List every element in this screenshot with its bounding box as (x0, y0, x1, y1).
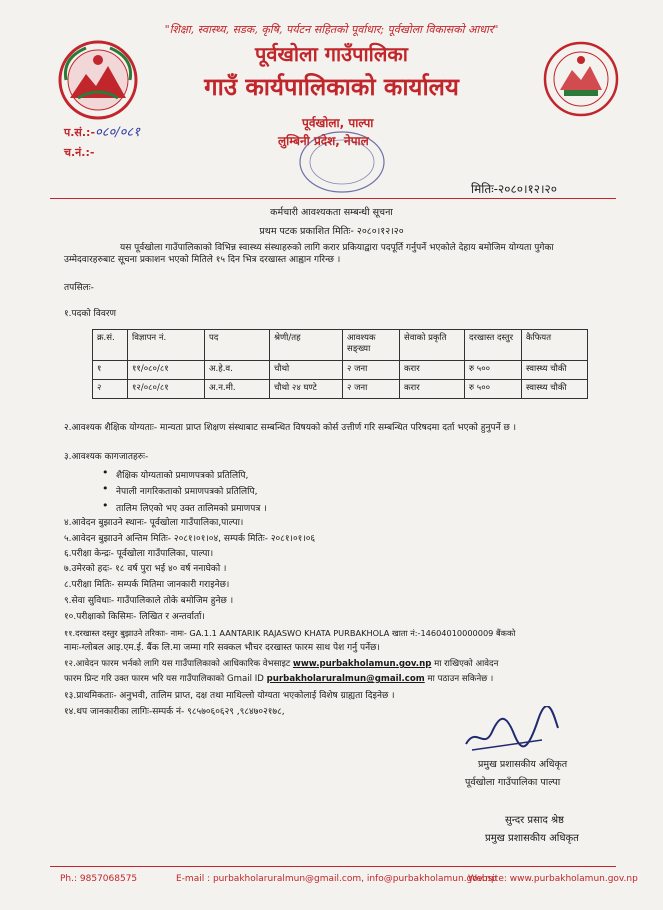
cell-fee: रु ५०० (465, 361, 522, 380)
cell-remarks: स्वास्थ्य चौकी (522, 380, 588, 399)
table-header-row (93, 330, 588, 361)
section-posts-heading: १.पदको विवरण (64, 309, 117, 319)
cell-sn: १ (93, 361, 128, 380)
office-title: गाउँ कार्यपालिकाको कार्यालय (204, 73, 459, 101)
footer-email[interactable]: E-mail : purbakholaruralmun@gmail.com, info@purbakholamun.gov.np (176, 874, 497, 884)
col-header-quantity: आवश्यक सङ्ख्या (343, 330, 400, 361)
item-contact: १४.थप जानकारीका लागिः-सम्पर्क नं- ९८५७०६०६२९ ,९८४७०२१७८, (64, 707, 285, 717)
col-header-service-type: सेवाको प्रकृति (400, 330, 465, 361)
signatory-name: सुन्दर प्रसाद श्रेष्ठ (505, 815, 564, 826)
signature-icon (462, 706, 562, 756)
tapsil-label: तपसिलः- (64, 283, 94, 293)
signatory-office: पूर्वखोला गाउँपालिका पाल्पा (465, 777, 561, 788)
email-link[interactable]: purbakholaruralmun@gmail.com (266, 674, 425, 684)
doc-bullet-1: • शैक्षिक योग्यताको प्रमाणपत्रको प्रतिलिपि, (116, 468, 248, 481)
official-stamp (274, 110, 402, 194)
cell-fee: रु ५०० (465, 380, 522, 399)
col-header-sn: क्र.सं. (93, 330, 128, 361)
item-exam-center: ६.परीक्षा केन्द्रः- पूर्वखोला गाउँपालिका, पाल्पा। (64, 549, 214, 559)
item-priority: १३.प्राथमिकताः- अनुभवी, तालिम प्राप्त, दक्ष तथा माथिल्लो योग्यता भएकोलाई विशेष ग्राह्यता दिइनेछ । (64, 691, 395, 701)
doc-bullet-3: • तालिम लिएको भए उक्त तालिमको प्रमाणपत्र । (116, 501, 267, 514)
notice-subtitle: प्रथम पटक प्रकाशित मितिः- २०८०।१२।२० (259, 226, 404, 237)
cell-post: अ.हे.व. (205, 361, 270, 380)
doc-bullet-2: • नेपाली नागरिकताको प्रमाणपत्रको प्रतिलिपि, (116, 484, 257, 497)
form-text-2: मा राखिएको आवेदन (431, 659, 499, 669)
cell-ad-no: १२/०८०/८१ (128, 380, 205, 399)
cell-level: चौथो (270, 361, 343, 380)
item-place: ४.आवेदन बुझाउने स्थानः- पूर्वखोला गाउँपालिका,पाल्पा। (64, 518, 244, 528)
website-link[interactable]: www.purbakholamun.gov.np (292, 659, 432, 669)
notice-title: कर्मचारी आवश्यकता सम्बन्धी सूचना (270, 207, 393, 218)
notice-intro: यस पूर्वखोला गाउँपालिकाको विभिन्न स्वास्थ्य संस्थाहरुको लागि करार प्रकियाद्वारा पदपूर्ति गर्नुपर्ने भएकोले देहाय बमोजिम योग्यता पुगेका उम्मेदवारहरुबाट सूचना प्रकाशन भएको मितिले १५ दिन भित्र दरखास्त आह्वान गरिन्छ । (64, 243, 554, 265)
cell-quantity: २ जना (343, 361, 400, 380)
posts-table (92, 329, 588, 399)
item-exam-type: १०.परीक्षाको किसिमः- लिखित र अन्तर्वार्ता। (64, 612, 205, 622)
cell-service-type: करार (400, 380, 465, 399)
form-text-4: मा पठाउन सकिनेछ । (424, 674, 494, 684)
dispatch-number-label: च.नं.:- (64, 146, 95, 159)
table-row (93, 380, 588, 399)
col-header-remarks: कैफियत (522, 330, 588, 361)
col-header-fee: दरखास्त दस्तुर (465, 330, 522, 361)
col-header-level: श्रेणी/तह (270, 330, 343, 361)
item-facility: ९.सेवा सुविधाः- गाउँपालिकाले तोके बमोजिम हुनेछ । (64, 596, 234, 606)
col-header-post: पद (205, 330, 270, 361)
cell-service-type: करार (400, 361, 465, 380)
form-text-3: फारम प्रिन्ट गरि उक्त फारम भरि यस गाउँपालिकाको Gmail ID (64, 674, 267, 684)
header-divider (50, 198, 616, 199)
item-documents-heading: ३.आवश्यक कागजातहरुः- (64, 452, 149, 462)
footer-phone: Ph.: 9857068575 (60, 874, 138, 884)
item-form-line-2 (64, 673, 609, 685)
ref-number-value: ०८०/०८१ (95, 125, 140, 140)
item-age: ७.उमेरको हदः- १८ वर्ष पुरा भई ४० वर्ष ननाघेको । (64, 564, 227, 574)
slogan: "शिक्षा, स्वास्थ्य, सडक, कृषि, पर्यटन सहितको पूर्वाधार; पूर्वखोला विकासको आधार" (164, 23, 499, 36)
table-row (93, 361, 588, 380)
item-fee-line-1: ११.दरखास्त दस्तुर बुझाउने तरिकाः- नामः- GA.1.1 AANTARIK RAJASWO KHATA PURBAKHOLA खाता नं:-14604010000009 बैंकको (64, 628, 516, 638)
cell-sn: २ (93, 380, 128, 399)
cell-ad-no: ११/०८०/८१ (128, 361, 205, 380)
signatory-role-2: प्रमुख प्रशासकीय अधिकृत (485, 833, 579, 844)
footer-website[interactable]: Website: www.purbakholamun.gov.np (468, 874, 638, 884)
cell-level: चौथो २४ घण्टे (270, 380, 343, 399)
item-form-line-1 (64, 658, 609, 670)
item-education: २.आवश्यक शैक्षिक योग्यताः- मान्यता प्राप्त शिक्षण संस्थाबाट सम्बन्धित विषयको कोर्स उत्तीर्ण गरि सम्बन्धित परिषदमा दर्ता भएको हुनुपर्ने छ । (64, 423, 517, 433)
form-text-1: १२.आवेदन फारम भर्नको लागि यस गाउँपालिकाको आधिकारिक वेभसाइट (64, 659, 293, 669)
item-deadline: ५.आवेदन बुझाउने अन्तिम मितिः- २०८१।०१।०४, सम्पर्क मितिः- २०८१।०१।०६ (64, 534, 316, 544)
ref-number-label: प.सं.:- (64, 126, 96, 139)
ref-number (64, 122, 140, 140)
stamp-line-2: लुम्बिनी प्रदेश, नेपाल (278, 134, 369, 148)
cell-quantity: २ जना (343, 380, 400, 399)
col-header-ad-no: विज्ञापन नं. (128, 330, 205, 361)
footer-divider (50, 866, 616, 867)
stamp-line-1: पूर्वखोला, पाल्पा (302, 116, 374, 130)
item-fee-line-2: नामः-ग्लोबल आइ.एम.ई. बैंक लि.मा जम्मा गरि सक्कल भौचर दरखास्त फारम साथ पेश गर्नु पर्नेछ। (64, 643, 380, 653)
item-exam-date: ८.परीक्षा मितिः- सम्पर्क मितिमा जानकारी गराइनेछ। (64, 580, 230, 590)
municipality-title: पूर्वखोला गाउँपालिका (255, 42, 408, 66)
cell-post: अ.न.मी. (205, 380, 270, 399)
letter-date: मितिः-२०८०।१२।२० (471, 182, 558, 196)
cell-remarks: स्वास्थ्य चौकी (522, 361, 588, 380)
signatory-role: प्रमुख प्रशासकीय अधिकृत (478, 759, 568, 770)
